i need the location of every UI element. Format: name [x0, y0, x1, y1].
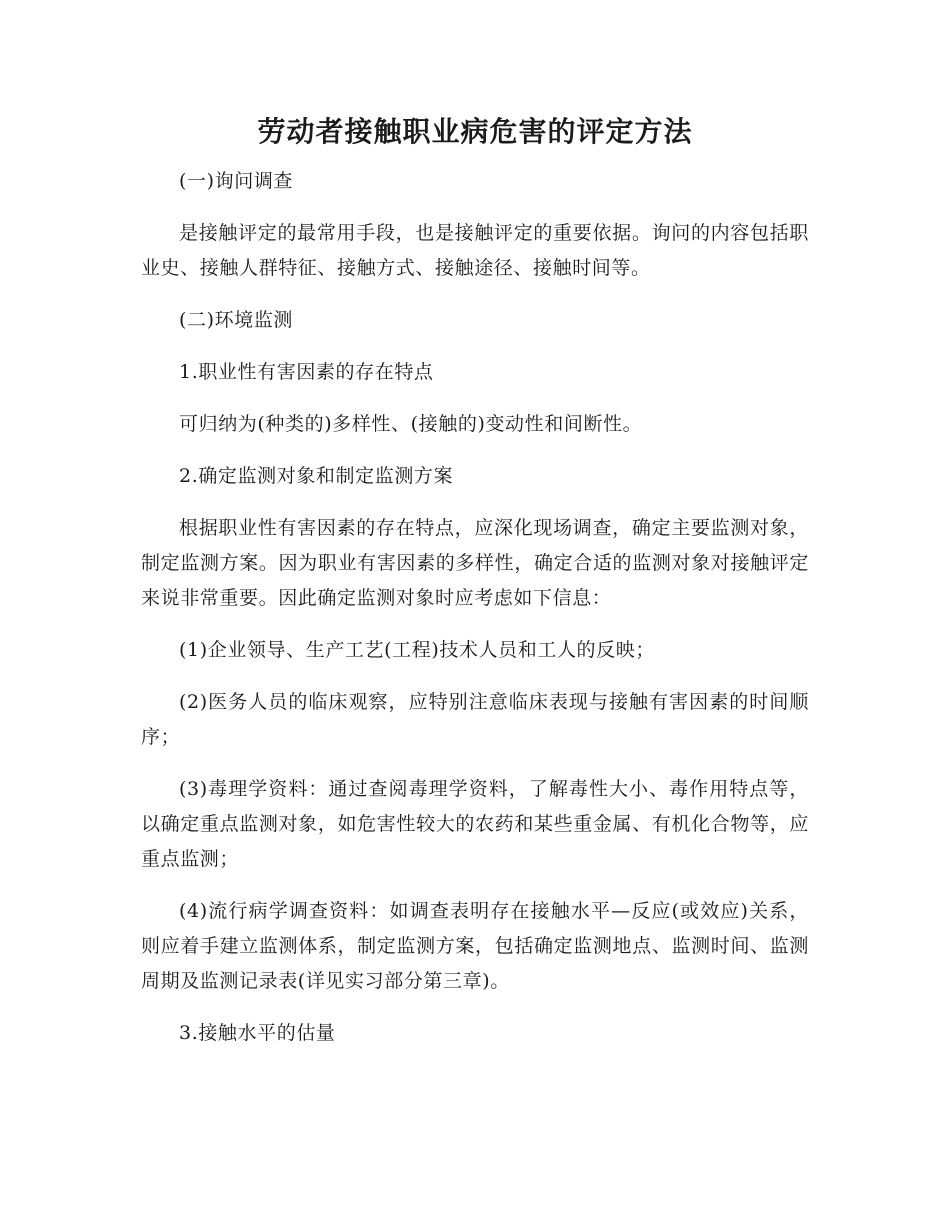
- list-item-3: (3)毒理学资料：通过查阅毒理学资料，了解毒性大小、毒作用特点等，以确定重点监测对象，如危害性较大的农药和某些重金属、有机化合物等，应重点监测；: [141, 778, 809, 870]
- paragraph-hazard-characteristics: 可归纳为(种类的)多样性、(接触的)变动性和间断性。: [179, 413, 643, 435]
- subheading-exposure-estimation: 3.接触水平的估量: [179, 1022, 336, 1044]
- list-item-1: (1)企业领导、生产工艺(工程)技术人员和工人的反映；: [179, 639, 655, 661]
- list-item-4: (4)流行病学调查资料：如调查表明存在接触水平—反应(或效应)关系，则应着手建立监测体系，制定监测方案，包括确定监测地点、监测时间、监测周期及监测记录表(详见实习部分第三章)。: [141, 900, 809, 992]
- document-body: [141, 164, 809, 1051]
- section-heading-inquiry: (一)询问调查: [179, 170, 294, 192]
- paragraph-inquiry-description: 是接触评定的最常用手段，也是接触评定的重要依据。询问的内容包括职业史、接触人群特征、接触方式、接触途径、接触时间等。: [141, 222, 809, 279]
- document-title: 劳动者接触职业病危害的评定方法: [257, 115, 693, 148]
- list-item-2: (2)医务人员的临床观察，应特别注意临床表现与接触有害因素的时间顺序；: [141, 691, 809, 748]
- subheading-hazard-characteristics: 1.职业性有害因素的存在特点: [179, 361, 434, 383]
- paragraph-monitoring-plan: 根据职业性有害因素的存在特点，应深化现场调查，确定主要监测对象，制定监测方案。因为职业有害因素的多样性，确定合适的监测对象对接触评定来说非常重要。因此确定监测对象时应考虑如下信息：: [141, 517, 809, 609]
- section-heading-environment-monitoring: (二)环境监测: [179, 309, 294, 331]
- subheading-monitoring-plan: 2.确定监测对象和制定监测方案: [179, 465, 454, 487]
